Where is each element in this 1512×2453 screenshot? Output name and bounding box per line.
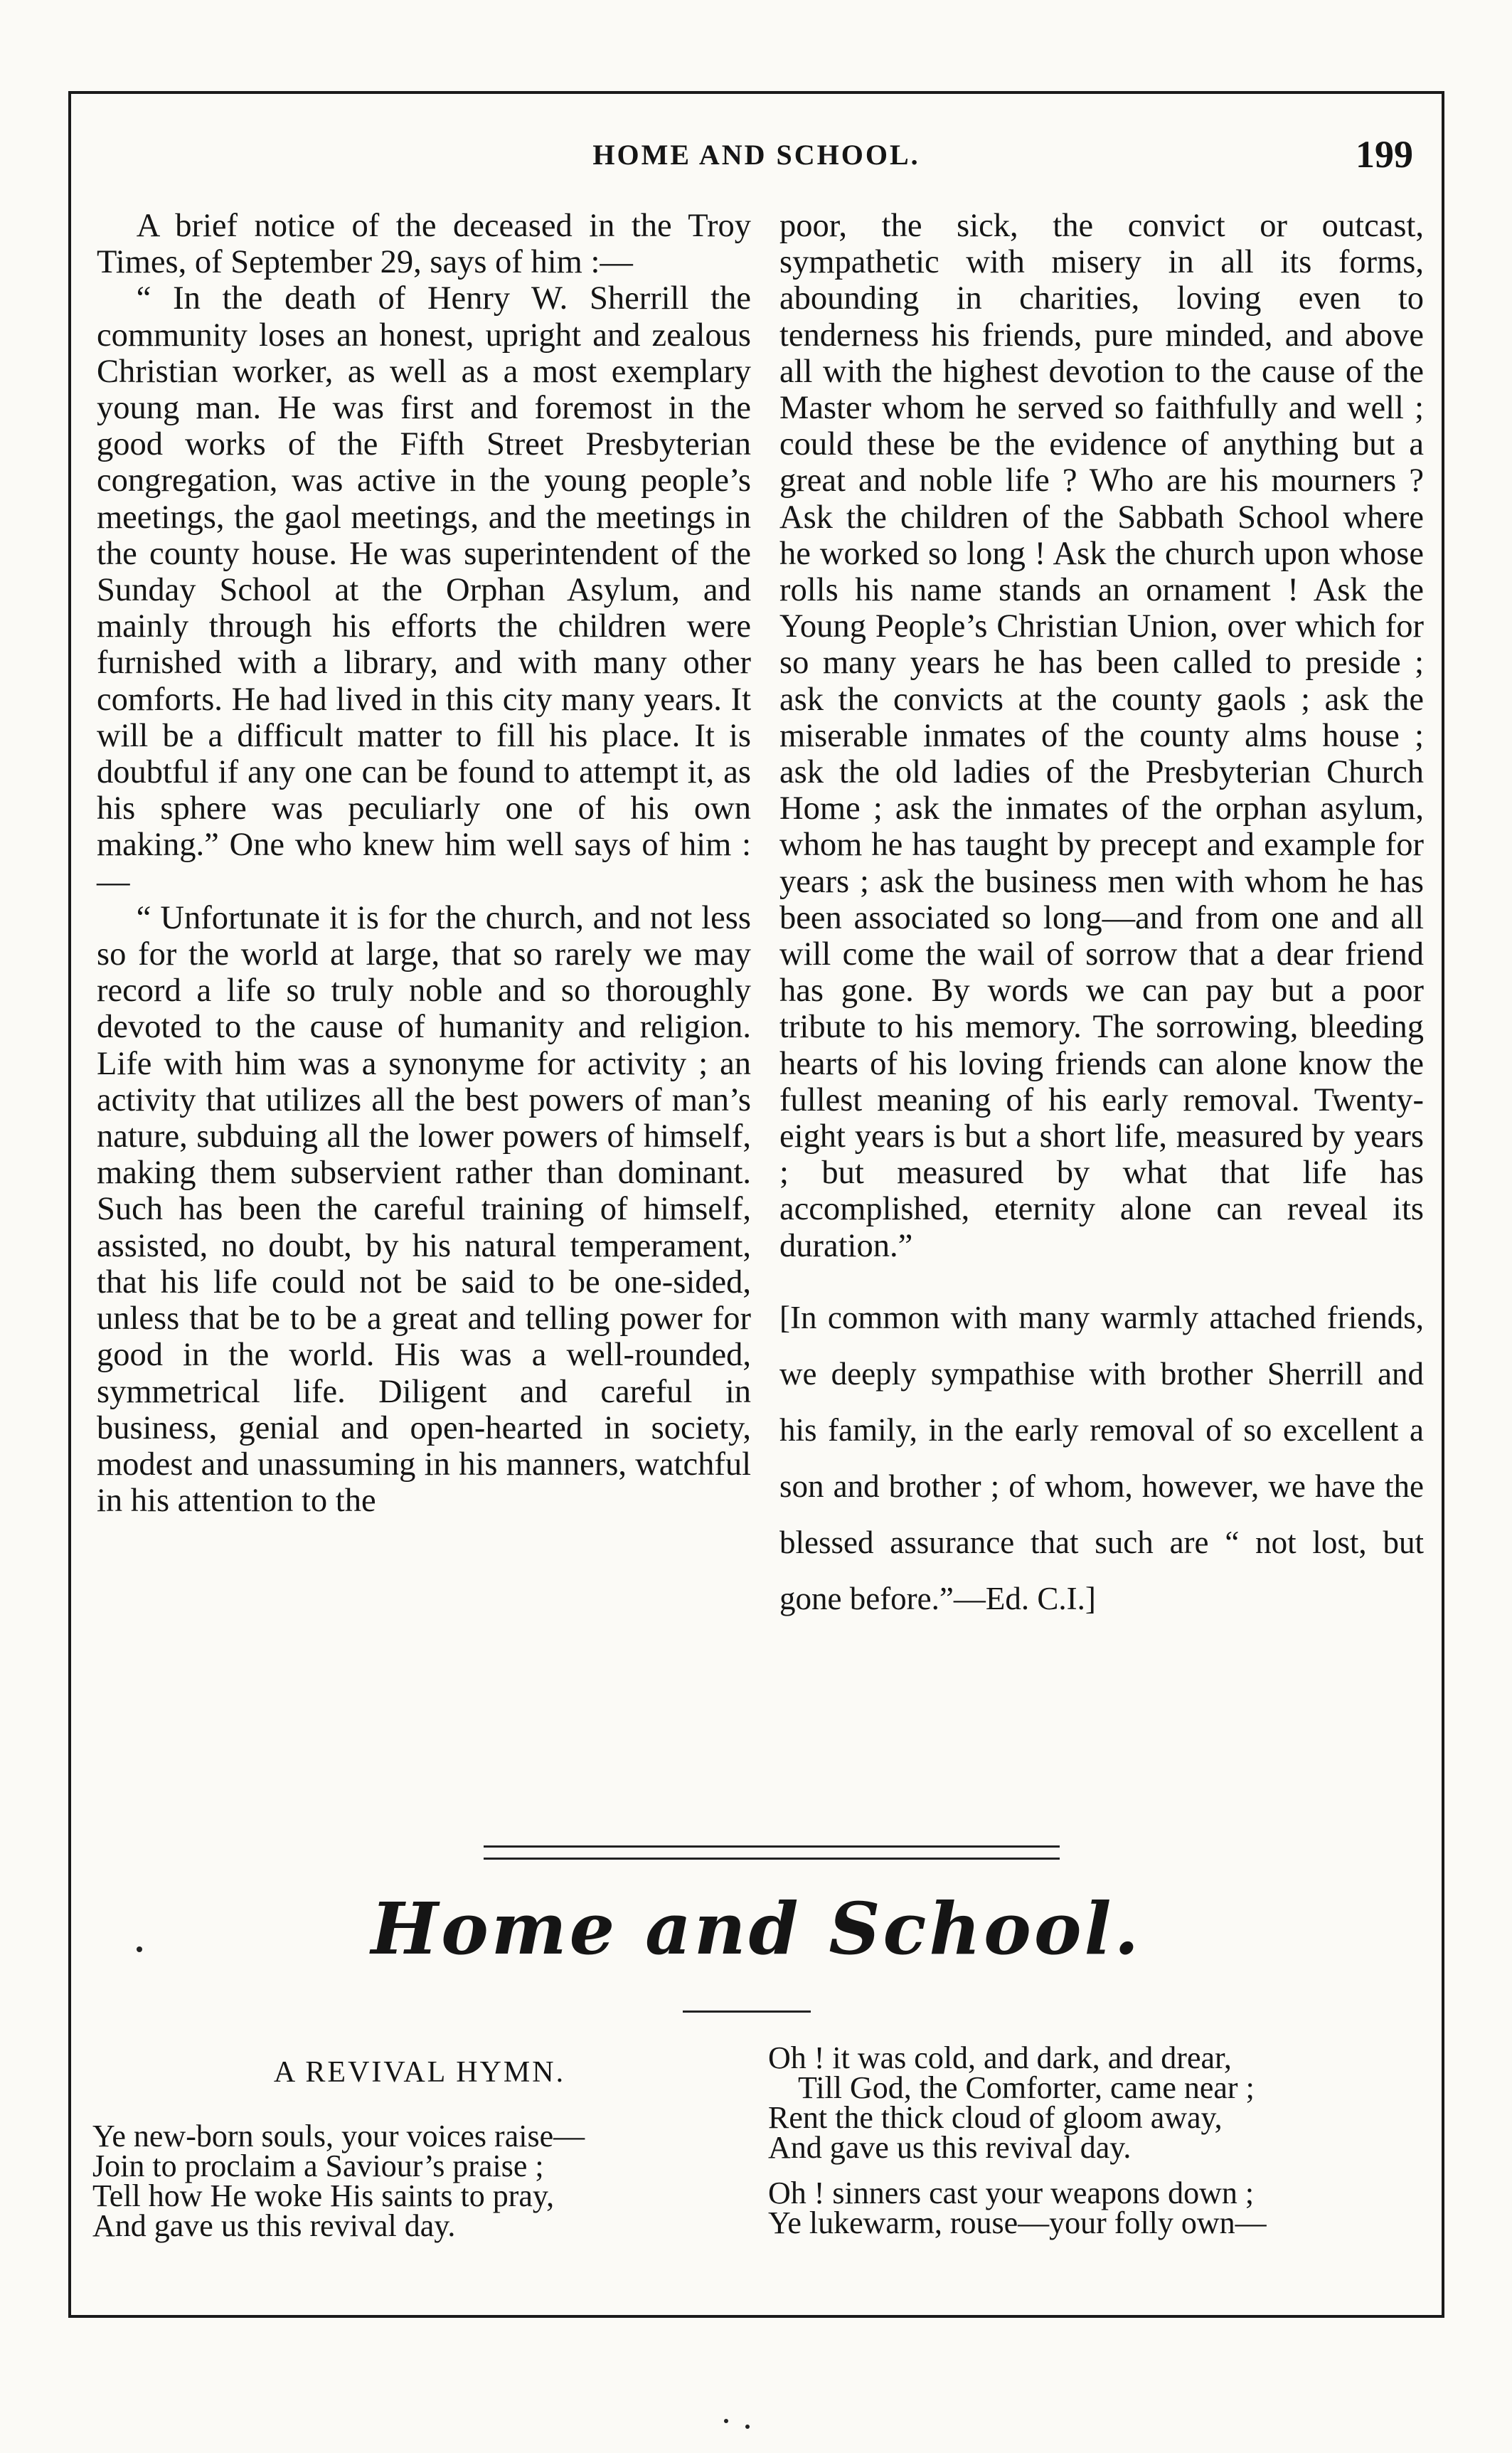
article-paragraph: A brief notice of the deceased in the Troy Times, of September 29, says of him :—: [97, 208, 751, 281]
section-divider-rule: [484, 1845, 1060, 1860]
hymn-line: Join to proclaim a Saviour’s praise ;: [92, 2149, 544, 2183]
hymn-line: Ye new-born souls, your voices raise—: [92, 2119, 585, 2153]
hymn-title: A REVIVAL HYMN.: [273, 2056, 566, 2089]
hymn-left-column: [92, 2043, 747, 2257]
hymn-line: Oh ! sinners cast your weapons down ;: [768, 2176, 1255, 2210]
hymn-line: Ye lukewarm, rouse—your folly own—: [768, 2205, 1267, 2240]
running-head: [71, 132, 1442, 182]
page-number: 199: [1356, 133, 1413, 176]
article-paragraph: poor, the sick, the convict or outcast, sympathetic with misery in all its forms, abounding in charities, loving even to tenderness his friends, pure minded, and above all with the highest devotion to the cause of the Master whom he served so faithfully and well ; could these be the evidence of anything but a great and noble life ? Who are his mourners ? Ask the children of the Sabbath School where he worked so long ! Ask the church upon whose rolls his name stands an ornament ! Ask the Young People’s Christian Union, over which for so many years he has been called to preside ; ask the convicts at the county gaols ; ask the miserable inmates of the county alms house ; ask the old ladies of the Presbyterian Church Home ; ask the inmates of the orphan asylum, whom he has taught by precept and example for years ; ask the business men with whom he has been associated so long—and from one and all will come the wail of sorrow that a dear friend has gone. By words we can pay but a poor tribute to his memory. The sorrowing, bleeding hearts of his loving friends can alone know the fullest meaning of his early removal. Twenty-eight years is but a short life, measured by years ; but measured by what that life has accomplished, eternity alone can reveal its duration.”: [779, 208, 1424, 1264]
running-title: HOME AND SCHOOL.: [592, 139, 920, 171]
hymn-line: Rent the thick cloud of gloom away,: [768, 2100, 1223, 2135]
heading-underline-rule: [683, 2010, 811, 2013]
print-speck: [724, 2419, 728, 2423]
hymn-stanza: [768, 2040, 1422, 2165]
section-heading: Home and School.: [371, 1887, 1142, 1971]
print-speck: [137, 1946, 142, 1952]
article-paragraph: “ Unfortunate it is for the church, and not less so for the world at large, that so rarely we may record a life so truly noble and so thoroughly devoted to the cause of humanity and religion. Life with him was a synonyme for activity ; an activity that utilizes all the best powers of man’s nature, subduing all the lower powers of himself, making them subservient rather than dominant. Such has been the careful training of himself, assisted, no doubt, by his natural temperament, that his life could not be said to be one-sided, unless that be to be a great and telling power for good in the world. His was a well-rounded, symmetrical life. Diligent and careful in business, genial and open-hearted in society, modest and unassuming in his manners, watchful in his attention to the: [97, 899, 751, 1520]
hymn-stanza: [768, 2178, 1422, 2238]
print-speck: [745, 2425, 750, 2429]
hymn-line: Oh ! it was cold, and dark, and drear,: [768, 2040, 1232, 2075]
hymn-stanza: [92, 2121, 747, 2241]
article-right-column: [779, 208, 1424, 1627]
hymn-right-column: [768, 2040, 1422, 2254]
article-paragraph: “ In the death of Henry W. Sherrill the community loses an honest, upright and zealous Christian worker, as well as a most exemplary young man. He was first and foremost in the good works of the Fifth Street Presbyterian congregation, was active in the young people’s meetings, the gaol meetings, and the meetings in the county house. He was superintendent of the Sunday School at the Orphan Asylum, and mainly through his efforts the children were furnished with a library, and with many other comforts. He had lived in this city many years. It will be a difficult matter to fill his place. It is doubtful if any one can be found to attempt it, as his sphere was peculiarly one of his own making.” One who knew him well says of him :—: [97, 280, 751, 900]
hymn-line: And gave us this revival day.: [768, 2130, 1132, 2165]
page-frame: [68, 91, 1444, 2318]
hymn-line: Tell how He woke His saints to pray,: [92, 2178, 555, 2213]
editor-note: [In common with many warmly attached friends, we deeply sympathise with brother Sherrill and his family, in the early removal of so excellent a son and brother ; of whom, however, we have the blessed assurance that such are “ not lost, but gone before.”—Ed. C.I.]: [779, 1299, 1424, 1616]
article-left-column: [97, 208, 751, 1519]
hymn-line: Till God, the Comforter, came near ;: [798, 2070, 1255, 2105]
hymn-line: And gave us this revival day.: [92, 2208, 456, 2243]
